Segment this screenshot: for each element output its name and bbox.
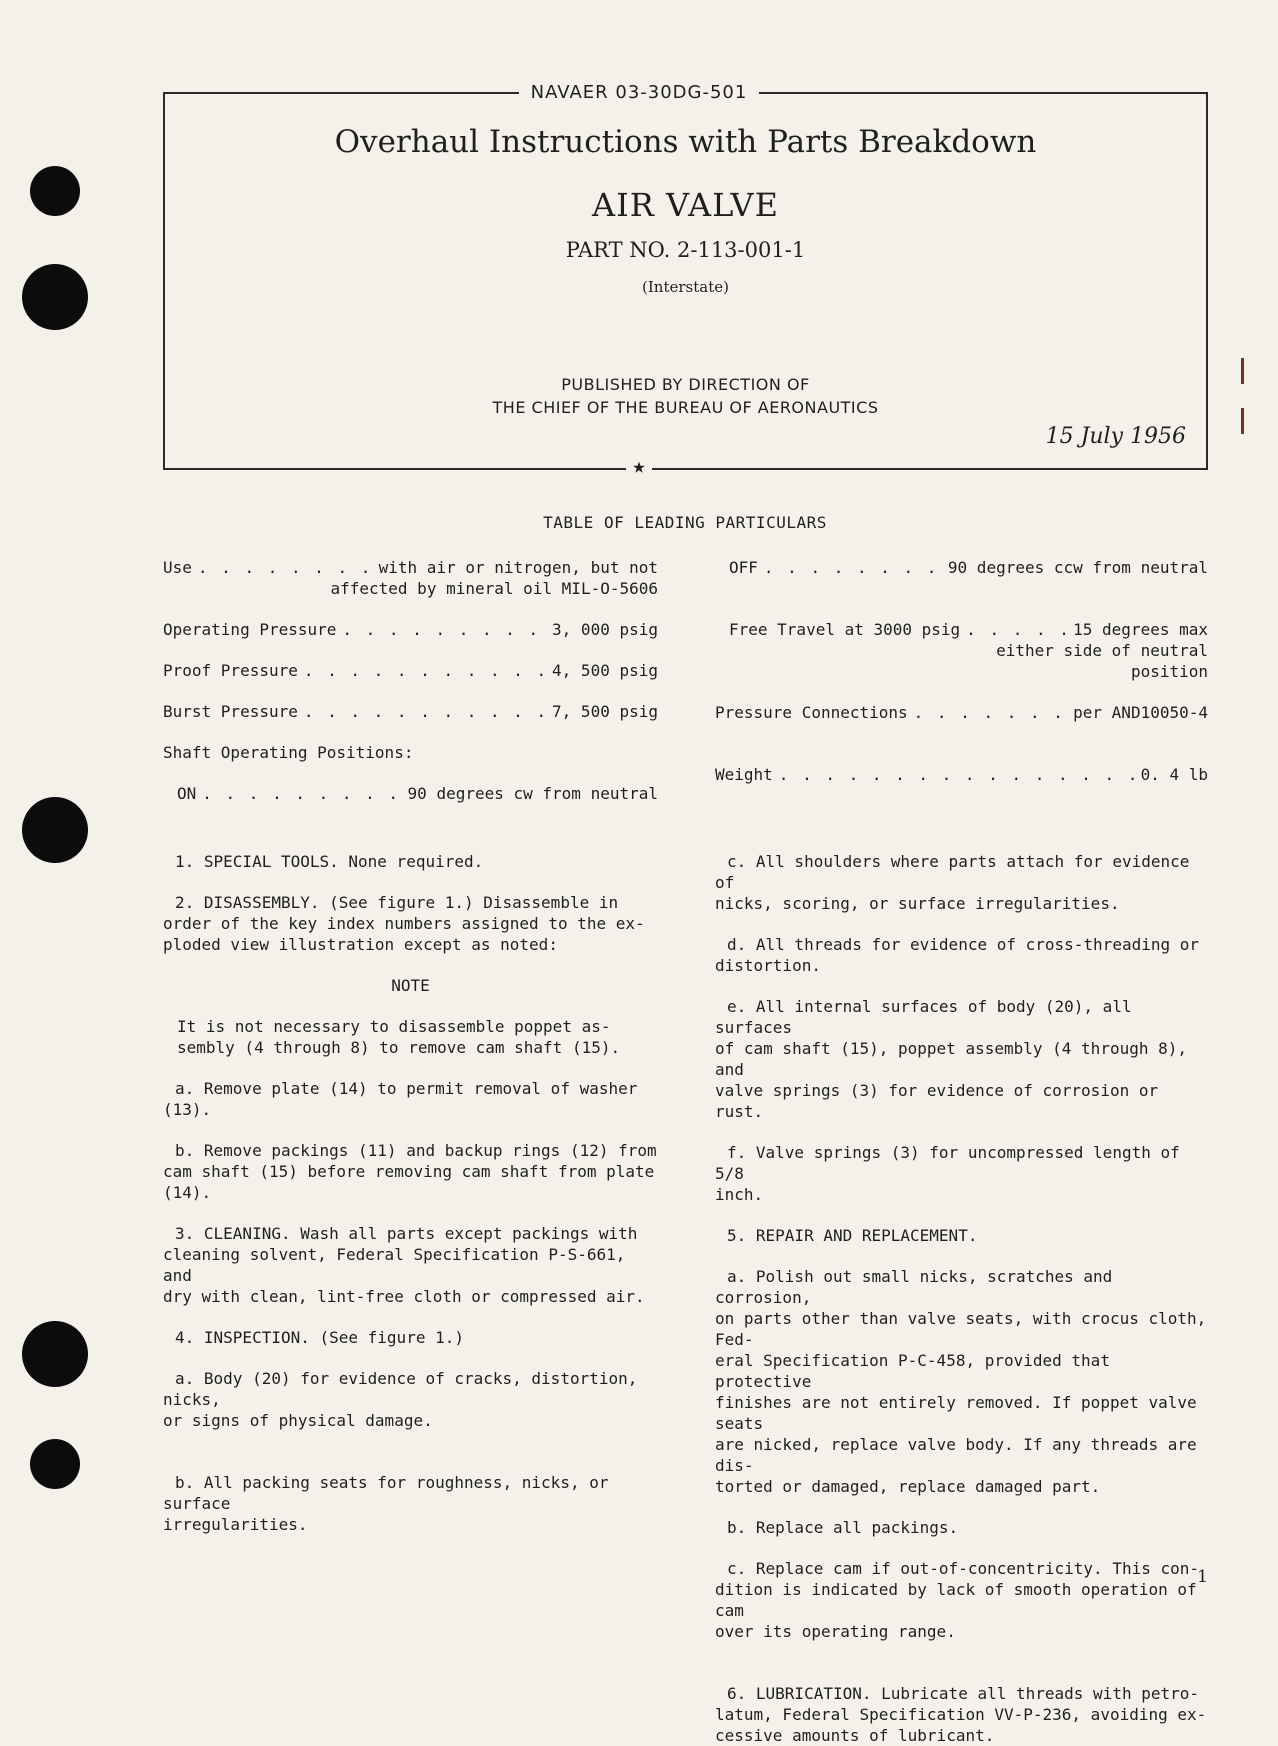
page-number: 1	[1197, 1567, 1208, 1587]
section-inspection: 4. INSPECTION. (See figure 1.)	[175, 1328, 464, 1347]
binder-hole	[22, 1321, 88, 1387]
section-lubrication: 6. LUBRICATION. Lubricate all threads with petro- latum, Federal Specification VV-P-236, avoiding ex- cessive amounts of lubricant.	[715, 1684, 1207, 1745]
lp-free-travel: Free Travel at 3000 psig . . . 15 degrees max	[715, 619, 1208, 640]
binder-hole	[30, 1439, 80, 1489]
lp-on: ON . . . 90 degrees cw from neutral	[163, 783, 658, 804]
margin-mark	[1241, 358, 1244, 384]
lp-proof-pressure: Proof Pressure . . . 4, 500 psig	[163, 660, 658, 681]
step-remove-plate: a. Remove plate (14) to permit removal of washer (13).	[163, 1079, 638, 1119]
margin-mark	[1241, 408, 1244, 434]
section-disassembly: 2. DISASSEMBLY. (See figure 1.) Disassemble in order of the key index numbers assigned to the ex- ploded view illustration except as noted:	[163, 893, 645, 954]
repair-packings: b. Replace all packings.	[727, 1518, 959, 1537]
body-column-left	[163, 851, 658, 1535]
note-text: It is not necessary to disassemble poppet as- sembly (4 through 8) to remove cam shaft (15).	[177, 1017, 621, 1057]
section-cleaning: 3. CLEANING. Wash all parts except packings with cleaning solvent, Federal Specification P-S-661, and dry with clean, lint-free cloth or compressed air.	[163, 1224, 645, 1306]
manufacturer: (Interstate)	[642, 278, 729, 296]
lp-off: OFF . . . 90 degrees ccw from neutral	[715, 557, 1208, 578]
binder-hole	[22, 264, 88, 330]
published-by: PUBLISHED BY DIRECTION OF THE CHIEF OF THE BUREAU OF AERONAUTICS	[492, 375, 879, 417]
lp-operating-pressure: Operating Pressure . . . 3, 000 psig	[163, 619, 658, 640]
repair-cam: c. Replace cam if out-of-concentricity. This con- dition is indicated by lack of smooth operation of cam over its operating range.	[715, 1559, 1200, 1641]
step-remove-packings: b. Remove packings (11) and backup rings (12) from cam shaft (15) before removing cam shaft from plate (14).	[163, 1141, 657, 1202]
publication-date: 15 July 1956	[1045, 424, 1186, 449]
inspect-internal-surfaces: e. All internal surfaces of body (20), all surfaces of cam shaft (15), poppet assembly (4 through 8), and valve springs (3) for evidence of corrosion or rust.	[715, 997, 1188, 1121]
lp-weight: Weight . . . 0. 4 lb	[715, 764, 1208, 785]
part-number: PART NO. 2-113-001-1	[565, 238, 806, 262]
section-repair-replacement: 5. REPAIR AND REPLACEMENT.	[727, 1226, 978, 1245]
document-number: NAVAER 03-30DG-501	[0, 82, 1278, 103]
document-subject: AIR VALVE	[592, 186, 779, 224]
leading-particulars-heading: TABLE OF LEADING PARTICULARS	[543, 513, 827, 532]
document-title: Overhaul Instructions with Parts Breakdown	[334, 124, 1037, 160]
body-column-right	[715, 851, 1208, 1746]
lp-shaft-positions: Shaft Operating Positions:	[163, 743, 414, 762]
inspect-packing-seats: b. All packing seats for roughness, nicks, or surface irregularities.	[163, 1473, 609, 1534]
leading-particulars-left: Use . . . with air or nitrogen, but not affected by mineral oil MIL-O-5606 Operating Pressure . . . 3, 000 psig Proof Pressure . . . 4, 500 psig Burst Pressure . . . 7, 500 psig Shaft Operating Positions: ON . . . 90 degrees cw from neutral	[163, 557, 658, 804]
note-heading: NOTE	[391, 976, 430, 995]
binder-hole	[22, 797, 88, 863]
inspect-threads: d. All threads for evidence of cross-threading or distortion.	[715, 935, 1200, 975]
inspect-body: a. Body (20) for evidence of cracks, distortion, nicks, or signs of physical damage.	[163, 1369, 638, 1430]
lp-use: Use . . . with air or nitrogen, but not	[163, 557, 658, 578]
star-icon: ★	[0, 456, 1278, 478]
section-special-tools: 1. SPECIAL TOOLS. None required.	[175, 852, 484, 871]
repair-polish: a. Polish out small nicks, scratches and corrosion, on parts other than valve seats, with crocus cloth, Fed- eral Specification P-C-458, provided that protective finishes are not entirely removed. If poppet valve seats are nicked, replace valve body. If any threads are dis- torted or damaged, replace damaged part.	[715, 1267, 1207, 1496]
lp-burst-pressure: Burst Pressure . . . 7, 500 psig	[163, 701, 658, 722]
inspect-valve-springs: f. Valve springs (3) for uncompressed length of 5/8 inch.	[715, 1143, 1180, 1204]
binder-hole	[30, 166, 80, 216]
leading-particulars-right: OFF . . . 90 degrees ccw from neutral Free Travel at 3000 psig . . . 15 degrees max either side of neutral position Pressure Connections . . . per AND10050-4 Weight . . . 0. 4 lb	[715, 557, 1208, 785]
inspect-shoulders: c. All shoulders where parts attach for evidence of nicks, scoring, or surface irregularities.	[715, 852, 1190, 913]
lp-pressure-connections: Pressure Connections . . . per AND10050-4	[715, 702, 1208, 723]
